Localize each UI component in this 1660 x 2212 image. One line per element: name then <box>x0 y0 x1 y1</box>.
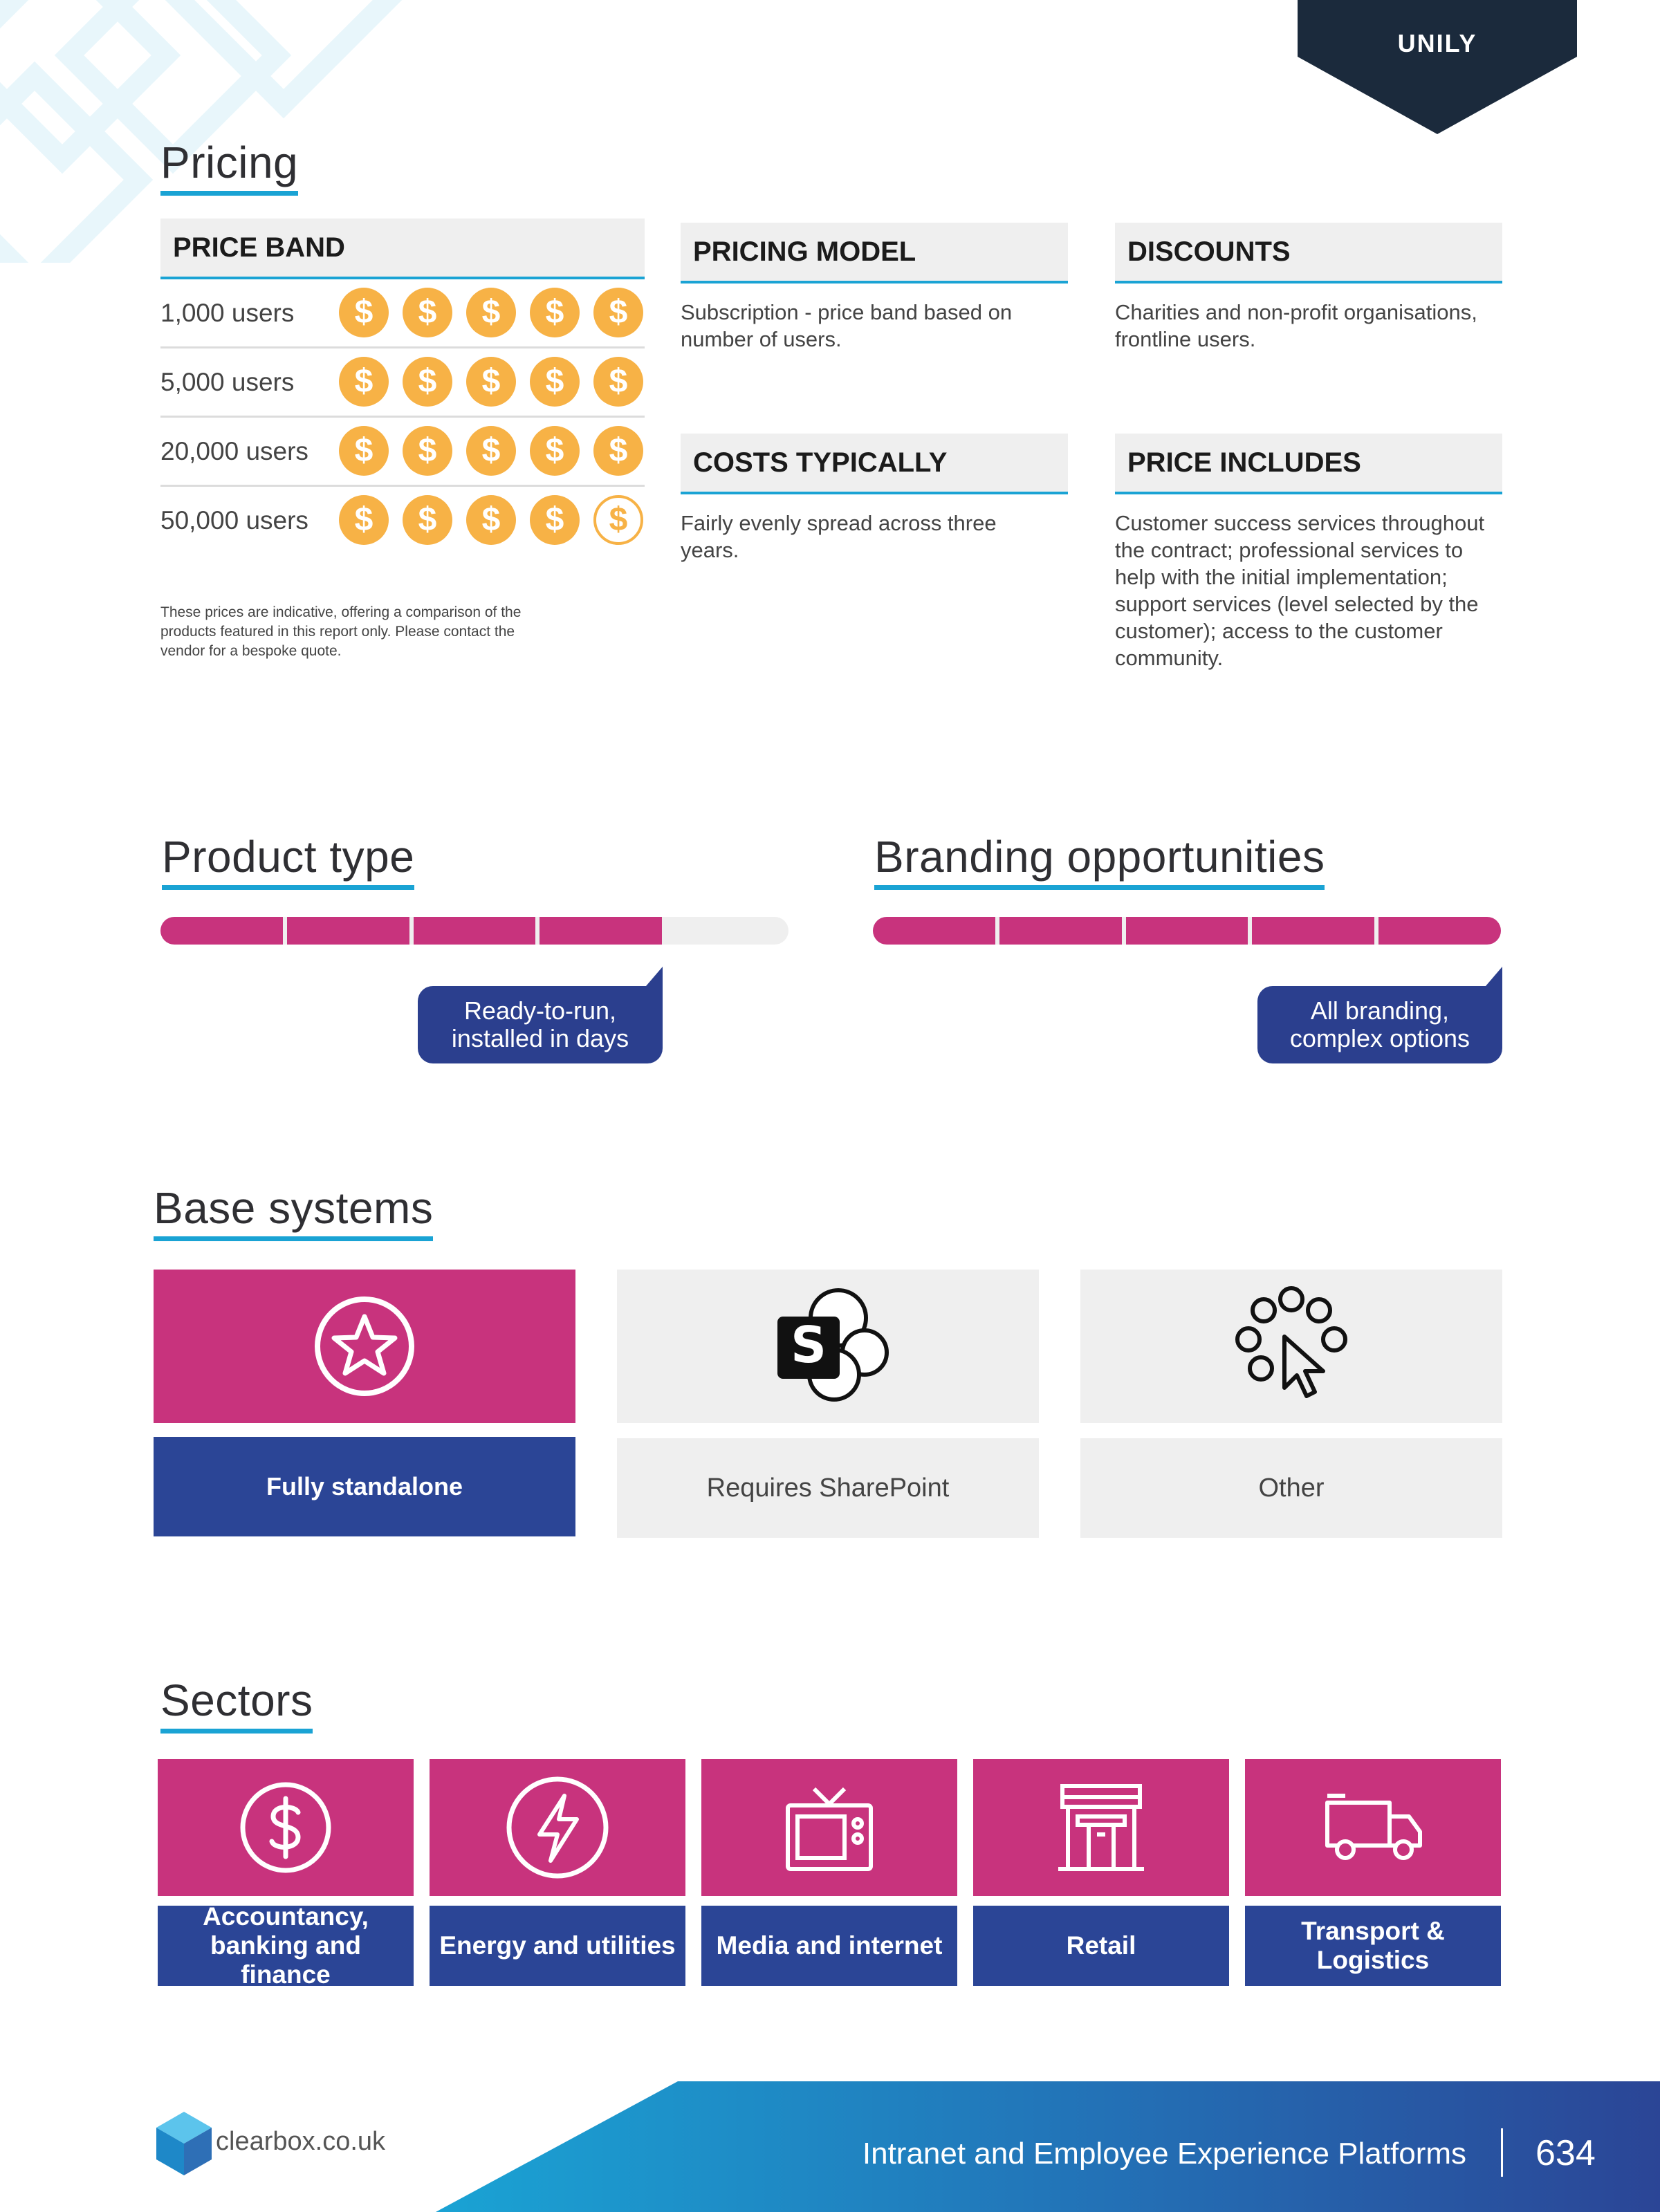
footer-report-title: Intranet and Employee Experience Platforms <box>862 2137 1466 2171</box>
coin-icon: $ <box>593 426 643 476</box>
price-band-row <box>160 487 645 556</box>
costs-typically-heading: COSTS TYPICALLY <box>681 434 1068 494</box>
coin-outline-icon: $ <box>593 495 643 545</box>
branding-bubble-tip <box>1486 967 1502 986</box>
product-type-seg-3 <box>414 917 536 945</box>
footer-divider <box>1501 2128 1503 2177</box>
footer-page-number: 634 <box>1536 2133 1596 2173</box>
branding-seg-2 <box>999 917 1122 945</box>
svg-text:S: S <box>791 1316 827 1374</box>
coin-icon: $ <box>466 495 516 545</box>
price-band-row-label: 50,000 users <box>160 506 308 535</box>
base-system-other-tile <box>1080 1270 1502 1423</box>
discounts-text: Charities and non-profit organisations, frontline users. <box>1115 300 1477 351</box>
discounts-heading: DISCOUNTS <box>1115 223 1502 284</box>
sector-media-tile <box>701 1759 957 1896</box>
sector-media-label: Media and internet <box>701 1906 957 1986</box>
coin-icon: $ <box>339 357 389 407</box>
price-band-row <box>160 348 645 418</box>
pricing-model-heading: PRICING MODEL <box>681 223 1068 284</box>
base-system-standalone-label: Fully standalone <box>154 1437 575 1536</box>
sector-transport-tile <box>1245 1759 1501 1896</box>
product-type-label: Ready-to-run, installed in days <box>418 986 663 1063</box>
price-includes-text: Customer success services throughout the contract; professional services to help with the initial implementation; support services (level selected by the customer); access to the customer community. <box>1115 511 1485 670</box>
product-type-bubble-tip <box>646 967 663 986</box>
pricing-title: Pricing <box>160 138 298 196</box>
product-type-seg-4 <box>540 917 662 945</box>
branding-label: All branding, complex options <box>1257 986 1502 1063</box>
footer-brand: clearbox.co.uk <box>216 2127 386 2156</box>
coin-icon: $ <box>403 357 452 407</box>
base-system-sharepoint-tile <box>617 1270 1039 1423</box>
coin-icon: $ <box>530 357 580 407</box>
coin-icon: $ <box>530 288 580 337</box>
price-band-heading: PRICE BAND <box>160 219 645 279</box>
sector-retail-tile <box>973 1759 1229 1896</box>
pricing-model-text: Subscription - price band based on number of users. <box>681 300 1013 351</box>
price-includes-heading: PRICE INCLUDES <box>1115 434 1502 494</box>
clearbox-logo-icon <box>156 2112 212 2175</box>
dollar-icon <box>237 1779 334 1876</box>
product-type-seg-1 <box>160 917 283 945</box>
price-band-row-label: 5,000 users <box>160 368 295 396</box>
coin-icon: $ <box>530 495 580 545</box>
base-system-other-label: Other <box>1080 1438 1502 1538</box>
price-band-row <box>160 418 645 487</box>
coin-icon: $ <box>466 288 516 337</box>
price-band-row <box>160 279 645 348</box>
tv-icon <box>781 1779 878 1876</box>
branding-bar <box>873 917 1501 945</box>
vendor-name: UNILY <box>1397 29 1477 57</box>
truck-icon <box>1318 1786 1428 1869</box>
sharepoint-icon <box>762 1281 894 1412</box>
sectors-title: Sectors <box>160 1676 313 1734</box>
base-system-standalone-tile <box>154 1270 575 1423</box>
coin-icon: $ <box>403 426 452 476</box>
branding-title: Branding opportunities <box>874 833 1325 890</box>
coin-icon: $ <box>530 426 580 476</box>
costs-typically-text: Fairly evenly spread across three years. <box>681 511 997 562</box>
sector-finance-label: Accountancy, banking and finance <box>158 1906 414 1986</box>
branding-seg-3 <box>1126 917 1248 945</box>
coin-icon: $ <box>593 357 643 407</box>
sector-energy-label: Energy and utilities <box>430 1906 685 1986</box>
coin-icon: $ <box>466 357 516 407</box>
other-systems-icon <box>1229 1284 1354 1409</box>
sector-transport-label: Transport & Logistics <box>1245 1906 1501 1986</box>
coin-icon: $ <box>339 288 389 337</box>
coin-icon: $ <box>339 495 389 545</box>
coin-icon: $ <box>339 426 389 476</box>
price-band-row-label: 1,000 users <box>160 299 295 327</box>
coin-icon: $ <box>466 426 516 476</box>
base-system-sharepoint-label: Requires SharePoint <box>617 1438 1039 1538</box>
product-type-title: Product type <box>162 833 414 890</box>
coin-icon: $ <box>403 288 452 337</box>
vendor-tab <box>1298 0 1577 134</box>
base-systems-title: Base systems <box>154 1184 433 1241</box>
branding-seg-5 <box>1378 917 1501 945</box>
coin-icon: $ <box>403 495 452 545</box>
branding-seg-1 <box>873 917 995 945</box>
product-type-bar <box>160 917 788 945</box>
coin-icon: $ <box>593 288 643 337</box>
sector-finance-tile <box>158 1759 414 1896</box>
sector-retail-label: Retail <box>973 1906 1229 1986</box>
lightning-icon <box>504 1774 611 1881</box>
sector-energy-tile <box>430 1759 685 1896</box>
price-disclaimer: These prices are indicative, offering a comparison of the products featured in this report only. Please contact the vendor for a bespoke quote. <box>160 604 522 659</box>
star-icon <box>313 1294 416 1398</box>
product-type-seg-2 <box>287 917 409 945</box>
branding-seg-4 <box>1252 917 1374 945</box>
price-band-row-label: 20,000 users <box>160 437 308 465</box>
shop-icon <box>1053 1779 1150 1876</box>
